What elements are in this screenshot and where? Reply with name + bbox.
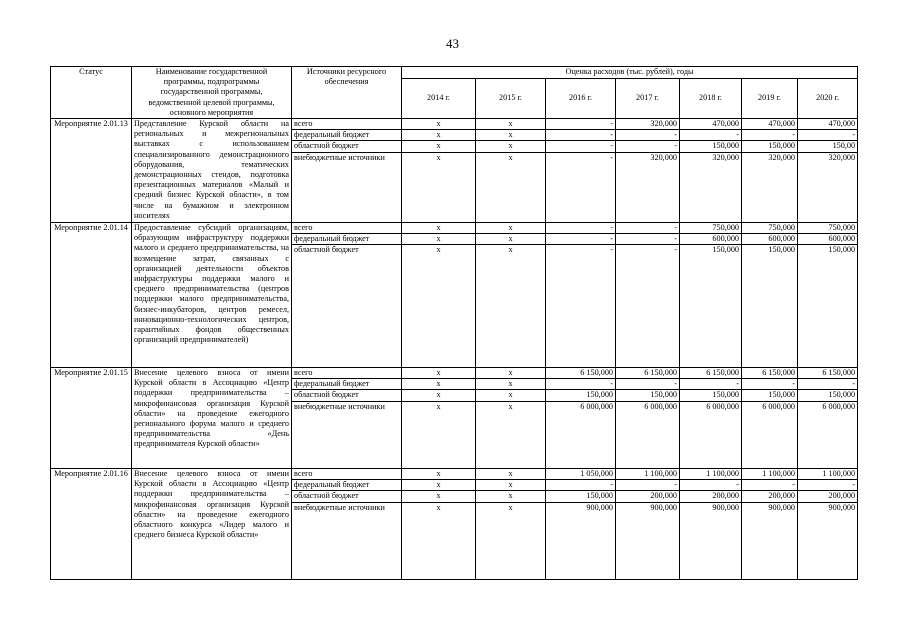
name-cell: Внесение целевого взноса от имени Курской области в Ассоциацию «Центр поддержки предпринимательства – микрофинансовая организация Курской области» на проведение ежегодного регионального форума малого и среднего предпринимательства «День предпринимателя Курской области» [132, 368, 292, 469]
value-cell: 6 000,000 [546, 401, 616, 468]
value-cell: x [402, 480, 476, 491]
value-cell: 320,000 [616, 119, 680, 130]
value-cell: 150,000 [742, 141, 798, 152]
value-cell: 150,000 [742, 245, 798, 368]
value-cell: x [402, 469, 476, 480]
value-cell: 6 000,000 [616, 401, 680, 468]
value-cell: - [546, 234, 616, 245]
source-cell: внебюджетные источники [292, 152, 402, 222]
value-cell: - [546, 223, 616, 234]
value-cell: - [616, 379, 680, 390]
value-cell: x [476, 234, 546, 245]
value-cell: x [402, 368, 476, 379]
source-cell: федеральный бюджет [292, 480, 402, 491]
value-cell: 6 150,000 [546, 368, 616, 379]
value-cell: 200,000 [798, 491, 858, 502]
value-cell: 150,00 [798, 141, 858, 152]
value-cell: 150,000 [680, 245, 742, 368]
value-cell: 470,000 [680, 119, 742, 130]
value-cell: x [402, 234, 476, 245]
source-cell: федеральный бюджет [292, 379, 402, 390]
value-cell: x [402, 130, 476, 141]
value-cell: 750,000 [742, 223, 798, 234]
value-cell: - [616, 141, 680, 152]
value-cell: 6 150,000 [742, 368, 798, 379]
value-cell: x [476, 245, 546, 368]
source-cell: всего [292, 223, 402, 234]
table-row [51, 223, 858, 234]
table-row [51, 368, 858, 379]
value-cell: x [476, 141, 546, 152]
value-cell: 900,000 [680, 502, 742, 579]
value-cell: - [546, 130, 616, 141]
value-cell: 6 000,000 [798, 401, 858, 468]
value-cell: 470,000 [742, 119, 798, 130]
name-cell: Внесение целевого взноса от имени Курской области в Ассоциацию «Центр поддержки предпринимательства – микрофинансовая организация Курской области» на проведение ежегодного областного конкурса «Лидер малого и среднего бизнеса Курской области» [132, 469, 292, 580]
value-cell: 1 050,000 [546, 469, 616, 480]
value-cell: 200,000 [742, 491, 798, 502]
value-cell: 150,000 [742, 390, 798, 401]
value-cell: 200,000 [680, 491, 742, 502]
source-cell: внебюджетные источники [292, 502, 402, 579]
page-number: 43 [446, 36, 459, 51]
value-cell: x [476, 223, 546, 234]
source-cell: областной бюджет [292, 141, 402, 152]
header-year: 2020 г. [798, 78, 858, 118]
header-status: Статус [51, 67, 132, 119]
value-cell: 600,000 [680, 234, 742, 245]
value-cell: x [402, 379, 476, 390]
value-cell: 320,000 [742, 152, 798, 222]
source-cell: областной бюджет [292, 245, 402, 368]
status-cell: Мероприятие 2.01.15 [51, 368, 132, 469]
value-cell: - [616, 130, 680, 141]
source-cell: областной бюджет [292, 390, 402, 401]
value-cell: 150,000 [798, 390, 858, 401]
value-cell: 150,000 [680, 141, 742, 152]
value-cell: x [476, 368, 546, 379]
value-cell: 320,000 [798, 152, 858, 222]
source-cell: всего [292, 368, 402, 379]
value-cell: 6 000,000 [742, 401, 798, 468]
value-cell: x [476, 502, 546, 579]
header-sources: Источники ресурсного обеспечения [292, 67, 402, 119]
header-year: 2016 г. [546, 78, 616, 118]
value-cell: - [742, 480, 798, 491]
name-cell: Представление Курской области на региональных и межрегиональных выставках с использованием специализированного демонстрационного оборудования, тематических демонстрационных стендов, подготовка презентационных материалов «Малый и средний бизнес Курской области», в том числе на бумажном и электронном носителях [132, 119, 292, 223]
header-name: Наименование государственной программы, подпрограммы государственной программы, ведомственной целевой программы, основного мероприятия [132, 67, 292, 119]
value-cell: x [476, 469, 546, 480]
value-cell: 900,000 [546, 502, 616, 579]
expense-table [50, 66, 858, 580]
header-estimate: Оценка расходов (тыс. рублей), годы [402, 67, 858, 79]
value-cell: x [476, 401, 546, 468]
value-cell: - [546, 245, 616, 368]
value-cell: - [616, 480, 680, 491]
value-cell: x [402, 245, 476, 368]
value-cell: x [476, 130, 546, 141]
value-cell: x [476, 119, 546, 130]
value-cell: 200,000 [616, 491, 680, 502]
value-cell: - [680, 379, 742, 390]
value-cell: - [742, 379, 798, 390]
header-year: 2017 г. [616, 78, 680, 118]
value-cell: x [476, 379, 546, 390]
value-cell: 900,000 [742, 502, 798, 579]
value-cell: - [616, 245, 680, 368]
source-cell: областной бюджет [292, 491, 402, 502]
value-cell: 600,000 [798, 234, 858, 245]
value-cell: - [546, 480, 616, 491]
source-cell: федеральный бюджет [292, 130, 402, 141]
value-cell: - [546, 141, 616, 152]
value-cell: 470,000 [798, 119, 858, 130]
value-cell: - [798, 130, 858, 141]
value-cell: 1 100,000 [616, 469, 680, 480]
value-cell: - [546, 379, 616, 390]
value-cell: - [616, 223, 680, 234]
value-cell: x [476, 480, 546, 491]
value-cell: x [402, 152, 476, 222]
source-cell: всего [292, 469, 402, 480]
table-row [51, 469, 858, 480]
value-cell: x [402, 390, 476, 401]
value-cell: 1 100,000 [680, 469, 742, 480]
value-cell: 6 150,000 [798, 368, 858, 379]
header-year: 2014 г. [402, 78, 476, 118]
value-cell: - [680, 480, 742, 491]
value-cell: - [798, 480, 858, 491]
value-cell: - [798, 379, 858, 390]
value-cell: x [476, 491, 546, 502]
value-cell: x [402, 141, 476, 152]
value-cell: 900,000 [798, 502, 858, 579]
source-cell: федеральный бюджет [292, 234, 402, 245]
source-cell: внебюджетные источники [292, 401, 402, 468]
value-cell: x [402, 502, 476, 579]
value-cell: x [402, 401, 476, 468]
status-cell: Мероприятие 2.01.14 [51, 223, 132, 368]
value-cell: x [402, 119, 476, 130]
value-cell: 1 100,000 [742, 469, 798, 480]
status-cell: Мероприятие 2.01.16 [51, 469, 132, 580]
value-cell: 900,000 [616, 502, 680, 579]
status-cell: Мероприятие 2.01.13 [51, 119, 132, 223]
value-cell: 150,000 [616, 390, 680, 401]
value-cell: x [402, 491, 476, 502]
value-cell: 150,000 [680, 390, 742, 401]
table-row [51, 119, 858, 130]
value-cell: 750,000 [680, 223, 742, 234]
header-year: 2019 г. [742, 78, 798, 118]
value-cell: 6 000,000 [680, 401, 742, 468]
header-year: 2015 г. [476, 78, 546, 118]
header-year: 2018 г. [680, 78, 742, 118]
value-cell: 6 150,000 [616, 368, 680, 379]
source-cell: всего [292, 119, 402, 130]
value-cell: 6 150,000 [680, 368, 742, 379]
value-cell: - [546, 119, 616, 130]
value-cell: 150,000 [798, 245, 858, 368]
value-cell: 600,000 [742, 234, 798, 245]
value-cell: - [546, 152, 616, 222]
value-cell: 750,000 [798, 223, 858, 234]
value-cell: x [476, 152, 546, 222]
value-cell: x [476, 390, 546, 401]
value-cell: 320,000 [616, 152, 680, 222]
value-cell: 150,000 [546, 491, 616, 502]
value-cell: 1 100,000 [798, 469, 858, 480]
value-cell: - [680, 130, 742, 141]
value-cell: 320,000 [680, 152, 742, 222]
value-cell: 150,000 [546, 390, 616, 401]
value-cell: - [742, 130, 798, 141]
value-cell: - [616, 234, 680, 245]
value-cell: x [402, 223, 476, 234]
name-cell: Предоставление субсидий организациям, образующим инфраструктуру поддержки малого и среднего предпринимательства, на возмещение затрат, связанных с организацией деятельности объектов инфраструктуры поддержки малого и среднего предпринимательства (центров поддержки малого предпринимательства, бизнес-инкубаторов, центров ремесел, инновационно-технологических центров, гарантийных фондов общественных организаций предпринимателей) [132, 223, 292, 368]
